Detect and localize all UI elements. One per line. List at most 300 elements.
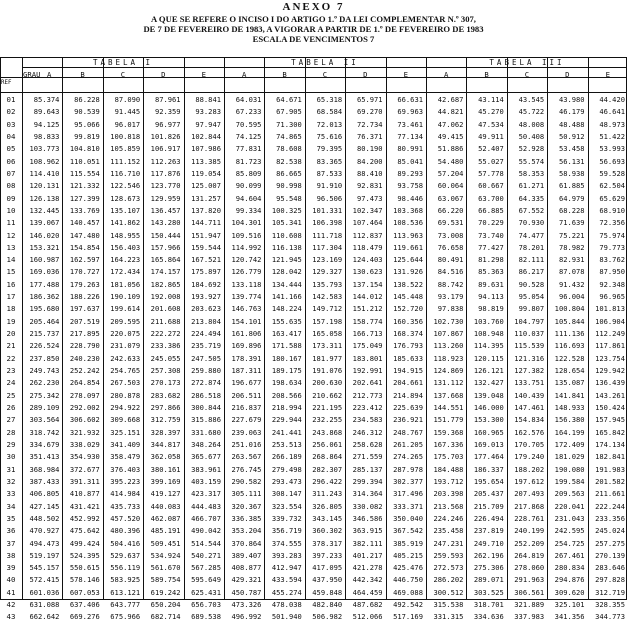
salary-value: 328.397 — [150, 427, 181, 437]
salary-value: 278.060 — [514, 563, 545, 573]
salary-value: 506.982 — [312, 612, 343, 622]
salary-value: 96.965 — [599, 292, 625, 302]
salary-value: 157.966 — [150, 242, 181, 252]
salary-value: 217.868 — [514, 501, 545, 511]
ref-number: 20 — [6, 329, 16, 339]
salary-value: 297.828 — [595, 575, 625, 585]
salary-value: 254.725 — [554, 538, 585, 548]
salary-value: 303.525 — [473, 587, 504, 597]
salary-value: 192.991 — [352, 366, 383, 376]
salary-value: 197.612 — [514, 476, 545, 486]
salary-value: 545.157 — [29, 563, 60, 573]
grade-label: E — [201, 70, 206, 79]
salary-value: 159.544 — [191, 242, 221, 252]
salary-value: 631.088 — [29, 600, 60, 610]
salary-value: 395.223 — [110, 476, 141, 486]
salary-value: 378.317 — [312, 538, 343, 548]
salary-value: 201.582 — [595, 476, 625, 486]
salary-value: 601.036 — [29, 587, 60, 597]
salary-value: 131.926 — [393, 267, 423, 277]
salary-value: 283.646 — [595, 563, 625, 573]
tabela-title: TABELA II — [291, 58, 359, 67]
salary-value: 305.111 — [231, 489, 262, 499]
salary-value: 193.712 — [433, 476, 464, 486]
salary-value: 44.420 — [599, 95, 625, 104]
salary-value: 117.876 — [150, 168, 181, 178]
salary-value: 106.904 — [595, 316, 625, 326]
salary-value: 300.844 — [191, 403, 221, 412]
salary-value: 246.312 — [352, 427, 383, 437]
salary-value: 155.635 — [271, 316, 302, 326]
salary-value: 128.673 — [110, 193, 141, 203]
salary-value: 152.720 — [393, 304, 423, 314]
salary-value: 169.896 — [231, 341, 262, 351]
salary-value: 134.444 — [271, 279, 302, 289]
salary-value: 55.574 — [518, 156, 545, 166]
salary-value: 247.231 — [433, 538, 464, 548]
salary-value: 124.403 — [352, 255, 383, 265]
salary-value: 82.931 — [558, 255, 585, 265]
salary-value: 117.861 — [595, 341, 625, 351]
salary-value: 66.885 — [478, 205, 504, 215]
grade-label: D — [565, 70, 570, 79]
salary-value: 45.722 — [518, 107, 545, 117]
salary-value: 146.020 — [29, 230, 60, 240]
salary-value: 583.925 — [110, 575, 141, 585]
ref-number: 34 — [6, 501, 16, 511]
salary-value: 223.412 — [352, 403, 383, 412]
grau-label: GRAU — [23, 70, 41, 79]
salary-value: 109.516 — [231, 230, 262, 240]
grade-label: E — [403, 70, 408, 79]
salary-value: 91.432 — [558, 279, 585, 289]
ref-number: 33 — [6, 489, 16, 499]
tabela-title: TABELA III — [489, 58, 565, 67]
ref-number: 12 — [6, 230, 16, 240]
ref-number: 07 — [6, 168, 16, 178]
salary-value: 56.131 — [558, 156, 585, 166]
salary-value: 339.732 — [271, 513, 302, 523]
salary-value: 57.204 — [437, 168, 464, 178]
salary-value: 89.293 — [397, 168, 423, 178]
salary-value: 129.327 — [312, 267, 343, 277]
salary-value: 466.707 — [191, 513, 221, 523]
salary-value: 120.115 — [473, 353, 504, 363]
salary-value: 102.347 — [352, 205, 383, 215]
salary-value: 253.513 — [271, 439, 302, 449]
salary-value: 87.950 — [599, 267, 625, 277]
salary-value: 221.195 — [312, 403, 343, 412]
salary-value: 457.520 — [110, 513, 141, 523]
salary-value: 338.029 — [69, 439, 100, 449]
salary-value: 206.511 — [231, 390, 262, 400]
salary-value: 90.539 — [74, 107, 100, 117]
salary-value: 104.797 — [514, 316, 545, 326]
salary-value: 496.992 — [231, 612, 262, 622]
salary-value: 118.479 — [352, 242, 383, 252]
salary-value: 176.793 — [393, 341, 423, 351]
salary-value: 216.837 — [231, 403, 262, 412]
salary-value: 494.473 — [29, 538, 60, 548]
salary-value: 104.301 — [231, 218, 262, 228]
salary-value: 309.620 — [554, 587, 585, 597]
salary-value: 331.315 — [433, 612, 464, 622]
salary-value: 120.742 — [231, 255, 262, 265]
salary-value: 147.480 — [69, 230, 100, 240]
salary-value: 242.633 — [110, 353, 141, 363]
salary-value: 90.099 — [235, 181, 262, 191]
salary-value: 272.573 — [433, 563, 464, 573]
salary-value: 459.848 — [312, 587, 343, 597]
ref-number: 06 — [6, 156, 16, 166]
salary-value: 99.334 — [235, 205, 262, 215]
salary-value: 112.249 — [595, 329, 625, 339]
salary-value: 144.711 — [191, 218, 221, 228]
salary-value: 448.502 — [29, 513, 60, 523]
salary-value: 524.395 — [69, 550, 100, 560]
salary-value: 312.759 — [150, 415, 181, 425]
salary-value: 237.850 — [29, 353, 60, 363]
salary-value: 76.658 — [437, 242, 464, 252]
salary-value: 275.342 — [29, 390, 60, 400]
salary-value: 385.919 — [393, 538, 423, 548]
salary-value: 146.763 — [231, 304, 262, 314]
salary-value: 437.950 — [312, 575, 343, 585]
salary-value: 368.984 — [29, 464, 60, 474]
salary-value: 643.777 — [110, 600, 141, 610]
salary-value: 211.688 — [150, 316, 181, 326]
salary-value: 279.498 — [271, 464, 302, 474]
salary-value: 169.013 — [473, 439, 504, 449]
salary-value: 290.582 — [231, 476, 262, 486]
salary-value: 427.145 — [29, 501, 60, 511]
salary-value: 259.593 — [433, 550, 464, 560]
salary-value: 85.809 — [235, 168, 262, 178]
salary-value: 262.230 — [29, 378, 60, 388]
salary-value: 83.365 — [316, 156, 343, 166]
salary-value: 88.841 — [195, 95, 221, 104]
ref-number: 25 — [6, 390, 16, 400]
salary-value: 54.480 — [437, 156, 464, 166]
salary-value: 158.774 — [352, 316, 383, 326]
salary-value: 534.924 — [150, 550, 181, 560]
grade-label: C — [322, 70, 328, 79]
salary-value: 131.112 — [433, 378, 464, 388]
salary-value: 421.278 — [352, 563, 383, 573]
ref-number: 08 — [6, 181, 16, 191]
salary-value: 247.505 — [191, 353, 221, 363]
salary-value: 164.223 — [110, 255, 141, 265]
salary-value: 85.374 — [33, 95, 60, 104]
salary-value: 60.667 — [478, 181, 504, 191]
salary-value: 91.910 — [316, 181, 343, 191]
salary-value: 235.458 — [433, 526, 464, 536]
salary-value: 110.608 — [271, 230, 302, 240]
salary-value: 145.448 — [393, 292, 423, 302]
salary-value: 360.302 — [312, 526, 343, 536]
salary-value: 280.878 — [110, 390, 141, 400]
salary-value: 267.503 — [110, 378, 141, 388]
salary-value: 414.984 — [110, 489, 141, 499]
salary-value: 482.840 — [312, 600, 343, 610]
salary-value: 297.866 — [150, 403, 181, 412]
salary-value: 184.692 — [191, 279, 221, 289]
salary-value: 95.054 — [518, 292, 545, 302]
salary-value: 259.880 — [191, 366, 221, 376]
salary-value: 50.912 — [558, 131, 585, 141]
salary-value: 280.834 — [554, 563, 585, 573]
salary-value: 165.058 — [312, 329, 343, 339]
ref-label: REF — [1, 80, 12, 86]
salary-value: 179.263 — [69, 279, 100, 289]
salary-value: 123.770 — [150, 181, 181, 191]
salary-value: 143.261 — [595, 390, 625, 400]
salary-value: 222.244 — [595, 501, 625, 511]
salary-value: 43.545 — [518, 95, 545, 104]
salary-value: 490.042 — [191, 526, 221, 536]
salary-value: 130.623 — [352, 267, 383, 277]
salary-value: 171.588 — [271, 341, 302, 351]
salary-value: 92.348 — [599, 279, 625, 289]
salary-value: 294.876 — [554, 575, 585, 585]
salary-value: 97.473 — [356, 193, 383, 203]
salary-value: 51.886 — [437, 144, 464, 154]
salary-value: 220.041 — [554, 501, 585, 511]
salary-value: 99.807 — [518, 304, 545, 314]
salary-value: 56.693 — [599, 156, 625, 166]
salary-value: 135.107 — [110, 205, 141, 215]
salary-value: 162.576 — [514, 427, 545, 437]
salary-value: 139.048 — [473, 390, 504, 400]
salary-value: 79.395 — [316, 144, 343, 154]
salary-value: 203.398 — [433, 489, 464, 499]
salary-value: 326.805 — [312, 501, 343, 511]
salary-value: 151.779 — [433, 415, 464, 425]
salary-value: 306.602 — [69, 415, 100, 425]
salary-value: 162.597 — [69, 255, 100, 265]
salary-value: 256.061 — [312, 439, 343, 449]
salary-value: 132.445 — [29, 205, 60, 215]
salary-value: 309.668 — [110, 415, 141, 425]
salary-value: 90.528 — [518, 279, 545, 289]
salary-value: 285.137 — [352, 464, 383, 474]
salary-value: 165.864 — [150, 255, 181, 265]
salary-value: 251.016 — [231, 439, 262, 449]
salary-value: 72.734 — [356, 119, 383, 129]
salary-value: 205.437 — [473, 489, 504, 499]
salary-value: 470.927 — [29, 526, 60, 536]
salary-value: 464.459 — [352, 587, 383, 597]
salary-value: 91.445 — [114, 107, 141, 117]
salary-value: 180.167 — [271, 353, 302, 363]
salary-value: 178.391 — [231, 353, 262, 363]
salary-value: 60.064 — [437, 181, 464, 191]
salary-value: 314.364 — [352, 489, 383, 499]
salary-value: 331.680 — [191, 427, 221, 437]
salary-value: 140.457 — [69, 218, 100, 228]
salary-value: 261.205 — [393, 439, 423, 449]
salary-value: 387.433 — [29, 476, 60, 486]
salary-value: 115.539 — [514, 341, 545, 351]
salary-value: 154.101 — [231, 316, 262, 326]
salary-value: 46.641 — [599, 107, 625, 117]
salary-value: 84.516 — [437, 267, 464, 277]
salary-value: 578.146 — [69, 575, 100, 585]
salary-value: 116.138 — [271, 242, 302, 252]
salary-value: 299.394 — [352, 476, 383, 486]
salary-value: 205.464 — [29, 316, 60, 326]
salary-value: 105.341 — [271, 218, 302, 228]
salary-value: 334.636 — [473, 612, 504, 622]
salary-value: 112.837 — [352, 230, 383, 240]
salary-value: 189.175 — [271, 366, 302, 376]
salary-value: 81.298 — [478, 255, 504, 265]
salary-value: 128.654 — [554, 366, 585, 376]
salary-value: 203.623 — [191, 304, 221, 314]
salary-value: 179.240 — [514, 452, 545, 462]
salary-value: 50.408 — [518, 131, 545, 141]
salary-value: 128.042 — [271, 267, 302, 277]
ref-number: 19 — [6, 316, 16, 326]
salary-value: 136.439 — [595, 378, 625, 388]
salary-value: 85.041 — [397, 156, 423, 166]
grade-label: C — [120, 70, 126, 79]
grade-label: A — [46, 70, 52, 79]
salary-value: 47.534 — [478, 119, 504, 129]
salary-value: 383.961 — [191, 464, 221, 474]
salary-value: 124.869 — [433, 366, 464, 376]
salary-value: 211.661 — [595, 489, 625, 499]
salary-value: 478.038 — [271, 600, 302, 610]
salary-value: 112.263 — [150, 156, 181, 166]
salary-value: 113.963 — [393, 230, 423, 240]
salary-value: 84.200 — [356, 156, 383, 166]
salary-value: 303.564 — [29, 415, 60, 425]
salary-value: 139.774 — [231, 292, 262, 302]
grade-label: D — [161, 70, 166, 79]
salary-value: 47.062 — [437, 119, 464, 129]
salary-value: 512.066 — [352, 612, 383, 622]
grade-label: B — [80, 70, 85, 79]
salary-value: 52.407 — [478, 144, 504, 154]
salary-value: 185.633 — [393, 353, 423, 363]
salary-value: 82.111 — [518, 255, 545, 265]
salary-value: 67.905 — [276, 107, 302, 117]
salary-value: 121.332 — [69, 181, 100, 191]
salary-value: 110.051 — [69, 156, 100, 166]
salary-value: 55.027 — [478, 156, 504, 166]
salary-value: 675.966 — [110, 612, 141, 622]
salary-value: 589.754 — [150, 575, 181, 585]
salary-value: 82.538 — [276, 156, 302, 166]
salary-value: 382.111 — [352, 538, 383, 548]
salary-value: 106.398 — [312, 218, 343, 228]
salary-value: 151.947 — [191, 230, 221, 240]
salary-value: 106.917 — [150, 144, 181, 154]
salary-value: 613.121 — [110, 587, 141, 597]
salary-value: 67.552 — [518, 205, 545, 215]
salary-value: 276.745 — [231, 464, 262, 474]
salary-value: 174.134 — [595, 439, 625, 449]
salary-value: 403.159 — [191, 476, 221, 486]
ref-number: 35 — [6, 513, 16, 523]
salary-value: 138.522 — [393, 279, 423, 289]
salary-value: 241.441 — [271, 427, 302, 437]
salary-value: 64.979 — [558, 193, 585, 203]
salary-value: 196.677 — [231, 378, 262, 388]
salary-value: 129.942 — [595, 366, 625, 376]
salary-value: 49.415 — [437, 131, 464, 141]
salary-value: 66.631 — [397, 95, 423, 104]
salary-value: 175.703 — [433, 452, 464, 462]
salary-value: 137.820 — [191, 205, 221, 215]
salary-value: 144.551 — [433, 403, 464, 412]
salary-value: 95.548 — [276, 193, 302, 203]
salary-value: 637.406 — [69, 600, 100, 610]
salary-value: 74.865 — [276, 131, 302, 141]
salary-value: 363.915 — [352, 526, 383, 536]
salary-value: 111.152 — [110, 156, 141, 166]
annex-title: ANEXO 7 — [282, 1, 345, 13]
salary-value: 330.082 — [352, 501, 383, 511]
grade-label: D — [363, 70, 368, 79]
salary-value: 239.063 — [231, 427, 262, 437]
salary-value: 136.457 — [150, 205, 181, 215]
salary-value: 344.817 — [150, 439, 181, 449]
ref-number: 11 — [6, 218, 16, 228]
salary-value: 96.506 — [316, 193, 343, 203]
salary-value: 100.804 — [554, 304, 585, 314]
salary-value: 240.199 — [514, 526, 545, 536]
salary-value: 79.773 — [599, 242, 625, 252]
salary-value: 75.221 — [558, 230, 585, 240]
salary-value: 341.356 — [554, 612, 585, 622]
salary-value: 374.555 — [271, 538, 302, 548]
salary-value: 226.494 — [473, 513, 504, 523]
salary-value: 65.971 — [356, 95, 383, 104]
salary-value: 656.703 — [191, 600, 221, 610]
salary-value: 228.761 — [514, 513, 545, 523]
salary-value: 455.274 — [271, 587, 302, 597]
salary-value: 217.895 — [69, 329, 100, 339]
salary-value: 135.087 — [554, 378, 585, 388]
salary-value: 80.190 — [356, 144, 383, 154]
salary-value: 167.336 — [433, 439, 464, 449]
salary-value: 148.955 — [110, 230, 141, 240]
salary-value: 202.641 — [352, 378, 383, 388]
salary-value: 75.974 — [599, 230, 625, 240]
salary-value: 249.743 — [29, 366, 60, 376]
ref-number: 18 — [6, 304, 16, 314]
salary-value: 504.416 — [110, 538, 141, 548]
salary-value: 125.007 — [191, 181, 221, 191]
salary-value: 61.885 — [558, 181, 585, 191]
salary-value: 257.275 — [595, 538, 625, 548]
salary-value: 358.479 — [110, 452, 141, 462]
salary-value: 317.496 — [393, 489, 423, 499]
salary-value: 169.036 — [29, 267, 60, 277]
salary-value: 165.842 — [595, 427, 625, 437]
salary-value: 137.668 — [433, 390, 464, 400]
salary-value: 77.831 — [235, 144, 262, 154]
ref-number: 27 — [6, 415, 16, 425]
salary-value: 69.963 — [397, 107, 423, 117]
salary-value: 376.403 — [110, 464, 141, 474]
heading-line-1: A QUE SE REFERE O INCISO I DO ARTIGO 1.º DA LEI COMPLEMENTAR N.º 307, — [151, 14, 476, 24]
ref-number: 42 — [6, 600, 16, 610]
salary-value: 263.567 — [231, 452, 262, 462]
ref-number: 43 — [6, 612, 16, 622]
